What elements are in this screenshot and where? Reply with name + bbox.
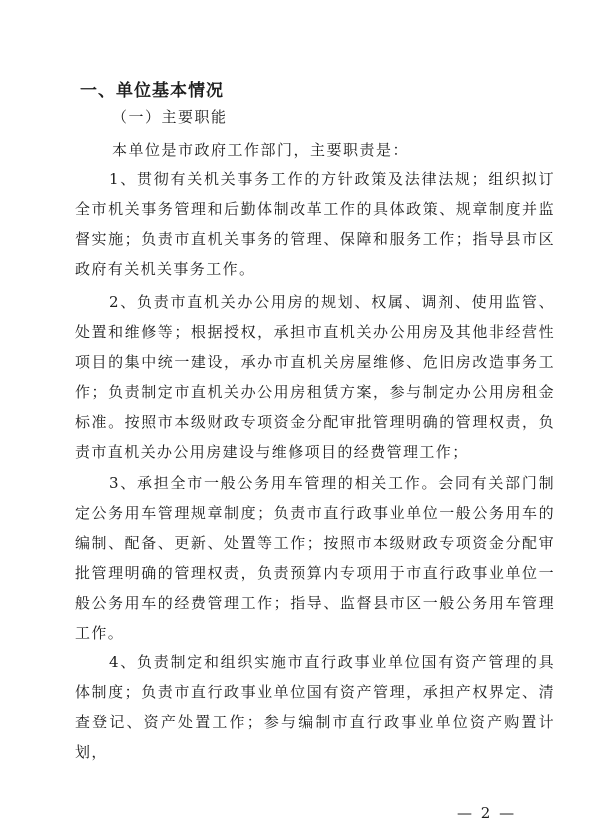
paragraph-4: 4、负责制定和组织实施市直行政事业单位国有资产管理的具体制度；负责市直行政事业单位国有资产管理，承担产权界定、清查登记、资产处置工作；参与编制市直行政事业单位资产购置计划， (75, 653, 555, 761)
section-heading: 一、单位基本情况 (80, 81, 224, 101)
paragraph-1: 1、贯彻有关机关事务工作的方针政策及法律法规；组织拟订全市机关事务管理和后勤体制改革工作的具体政策、规章制度并监督实施；负责市直机关事务的管理、保障和服务工作；指导县市区政府有关机关事务工作。 (75, 170, 555, 278)
paragraph-2: 2、负责市直机关办公用房的规划、权属、调剂、使用监管、处置和维修等；根据授权，承担市直机关办公用房及其他非经营性项目的集中统一建设，承办市直机关房屋维修、危旧房改造事务工作；负责制定市直机关办公用房租赁方案，参与制定办公用房租金标准。按照市本级财政专项资金分配审批管理明确的管理权责，负责市直机关办公用房建设与维修项目的经费管理工作； (75, 293, 555, 461)
paragraph-3: 3、承担全市一般公务用车管理的相关工作。会同有关部门制定公务用车管理规章制度；负责市直行政事业单位一般公务用车的编制、配备、更新、处置等工作；按照市本级财政专项资金分配审批管理明确的管理权责，负责预算内专项用于市直行政事业单位一般公务用车的经费管理工作；指导、监督县市区一般公务用车管理工作。 (75, 474, 555, 642)
intro-text: 本单位是市政府工作部门，主要职责是： (112, 141, 410, 159)
sub-heading: （一）主要职能 (112, 108, 228, 126)
page-number: — 2 — (457, 804, 517, 822)
